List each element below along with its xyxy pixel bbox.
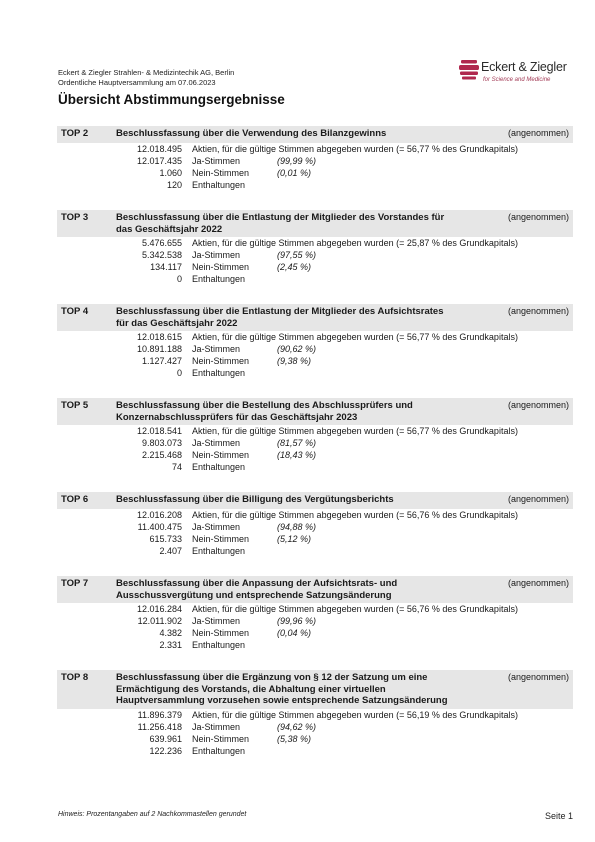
no-votes-row: [57, 533, 573, 545]
valid-votes-text: Aktien, für die gültige Stimmen abgegeben wurden (= 56,77 % des Grundkapitals): [192, 144, 518, 154]
agenda-item-number: TOP 8: [61, 672, 89, 683]
valid-votes-row: [57, 331, 573, 343]
agenda-item-header: [57, 492, 573, 509]
yes-votes-count: 10.891.188: [136, 344, 182, 354]
no-votes-row: [57, 627, 573, 639]
agenda-item: [57, 210, 573, 285]
valid-votes-text: Aktien, für die gültige Stimmen abgegeben wurden (= 56,76 % des Grundkapitals): [192, 510, 518, 520]
agenda-item-title: Beschlussfassung über die Entlastung der Mitglieder des Vorstandes für das Geschäftsjahr 2022: [116, 212, 445, 235]
agenda-item-title: Beschlussfassung über die Bestellung des Abschlussprüfers und Konzernabschlussprüfers für das Geschäftsjahr 2023: [116, 400, 413, 423]
valid-votes-text: Aktien, für die gültige Stimmen abgegeben wurden (= 56,76 % des Grundkapitals): [192, 604, 518, 614]
abstentions-row: [57, 745, 573, 757]
no-votes-percent: (5,38 %): [277, 733, 312, 744]
yes-votes-percent: (99,99 %): [277, 156, 317, 166]
company-logo: [459, 58, 579, 88]
abstentions-row: [57, 179, 573, 191]
yes-votes-label: Ja-Stimmen: [192, 522, 241, 532]
no-votes-count: 1.060: [159, 168, 182, 178]
no-votes-label: Nein-Stimmen: [192, 356, 250, 366]
abstentions-row: [57, 367, 573, 379]
valid-votes-count: 12.016.284: [136, 604, 182, 614]
agenda-item-number: TOP 5: [61, 400, 89, 411]
yes-votes-percent: (94,62 %): [277, 721, 317, 732]
valid-votes-count: 5.476.655: [141, 238, 182, 248]
yes-votes-label: Ja-Stimmen: [192, 250, 241, 260]
abstentions-row: [57, 273, 573, 285]
agenda-item-number: TOP 6: [61, 494, 89, 505]
yes-votes-percent: (94,88 %): [277, 522, 317, 532]
yes-votes-row: [57, 615, 573, 627]
valid-votes-text: Aktien, für die gültige Stimmen abgegeben wurden (= 56,77 % des Grundkapitals): [192, 426, 518, 436]
yes-votes-percent: (97,55 %): [277, 250, 317, 260]
agenda-item: [57, 576, 573, 651]
agenda-item-title: Beschlussfassung über die Billigung des Vergütungsberichts: [116, 494, 394, 505]
agenda-item-title: Beschlussfassung über die Ergänzung von § 12 der Satzung um eine Ermächtigung des Vorstands, die Abhaltung einer virtuellen Hauptversammlung vorzusehen sowie entsprechende Satzungsänderung: [116, 672, 448, 706]
valid-votes-count: 11.896.379: [137, 709, 182, 720]
no-votes-row: [57, 355, 573, 367]
valid-votes-count: 12.016.208: [136, 510, 182, 520]
agenda-item-number: TOP 2: [61, 128, 89, 139]
abstentions-row: [57, 639, 573, 651]
yes-votes-label: Ja-Stimmen: [192, 616, 241, 626]
agenda-item-number: TOP 3: [61, 212, 89, 223]
abstentions-row: [57, 461, 573, 473]
footer-note: Hinweis: Prozentangaben auf 2 Nachkommastellen gerundet: [58, 811, 247, 818]
abstentions-label: Enthaltungen: [192, 640, 246, 650]
agenda-item: [57, 126, 573, 191]
no-votes-count: 2.215.468: [141, 450, 182, 460]
agenda-item-status: (angenommen): [507, 672, 569, 682]
yes-votes-count: 11.400.475: [137, 522, 182, 532]
meeting-date: Ordentliche Hauptversammlung am 07.06.2023: [58, 77, 216, 87]
no-votes-count: 134.117: [150, 262, 182, 272]
agenda-item-header: [57, 304, 573, 331]
yes-votes-percent: (90,62 %): [277, 344, 317, 354]
no-votes-row: [57, 167, 573, 179]
no-votes-label: Nein-Stimmen: [192, 628, 250, 638]
valid-votes-row: [57, 425, 573, 437]
valid-votes-text: Aktien, für die gültige Stimmen abgegeben wurden (= 56,77 % des Grundkapitals): [192, 332, 518, 342]
yes-votes-row: [57, 437, 573, 449]
no-votes-percent: (0,04 %): [277, 628, 312, 638]
yes-votes-label: Ja-Stimmen: [192, 344, 241, 354]
agenda-item-status: (angenommen): [507, 578, 569, 588]
yes-votes-count: 12.011.902: [137, 616, 182, 626]
abstentions-row: [57, 545, 573, 557]
valid-votes-count: 12.018.541: [136, 426, 182, 436]
yes-votes-row: [57, 721, 573, 733]
agenda-item-number: TOP 4: [61, 306, 89, 317]
page-number: Seite 1: [544, 811, 573, 821]
agenda-item-header: [57, 576, 573, 603]
yes-votes-count: 11.256.418: [137, 721, 182, 732]
agenda-item-status: (angenommen): [507, 494, 569, 504]
valid-votes-row: [57, 603, 573, 615]
no-votes-count: 639.961: [149, 733, 182, 744]
logo-mark-icon: [459, 60, 479, 80]
agenda-item: [57, 398, 573, 473]
company-name: Eckert & Ziegler Strahlen- & Medizintechik AG, Berlin: [58, 68, 235, 77]
valid-votes-text: Aktien, für die gültige Stimmen abgegeben wurden (= 56,19 % des Grundkapitals): [192, 709, 518, 720]
agenda-item-title: Beschlussfassung über die Anpassung der Aufsichtsrats- und Ausschussvergütung und entsprechende Satzungsänderung: [116, 578, 398, 601]
valid-votes-row: [57, 143, 573, 155]
valid-votes-row: [57, 709, 573, 721]
no-votes-percent: (2,45 %): [277, 262, 312, 272]
abstentions-label: Enthaltungen: [192, 180, 246, 190]
no-votes-row: [57, 261, 573, 273]
no-votes-percent: (18,43 %): [277, 450, 317, 460]
no-votes-count: 4.382: [159, 628, 182, 638]
yes-votes-row: [57, 155, 573, 167]
abstentions-label: Enthaltungen: [192, 462, 246, 472]
abstentions-count: 74: [171, 462, 182, 472]
no-votes-label: Nein-Stimmen: [192, 262, 250, 272]
valid-votes-row: [57, 237, 573, 249]
agenda-item-number: TOP 7: [61, 578, 89, 589]
valid-votes-row: [57, 509, 573, 521]
document-header: [58, 68, 234, 87]
agenda-items-list: [57, 126, 573, 776]
yes-votes-count: 5.342.538: [141, 250, 182, 260]
valid-votes-count: 12.018.495: [136, 144, 182, 154]
yes-votes-count: 9.803.073: [141, 438, 182, 448]
agenda-item-status: (angenommen): [507, 212, 569, 222]
agenda-item: [57, 670, 573, 757]
agenda-item-status: (angenommen): [507, 306, 569, 316]
no-votes-count: 1.127.427: [141, 356, 182, 366]
yes-votes-row: [57, 343, 573, 355]
no-votes-percent: (9,38 %): [277, 356, 312, 366]
yes-votes-percent: (99,96 %): [277, 616, 317, 626]
no-votes-row: [57, 733, 573, 745]
no-votes-percent: (0,01 %): [277, 168, 312, 178]
abstentions-label: Enthaltungen: [192, 368, 246, 378]
no-votes-percent: (5,12 %): [277, 534, 312, 544]
abstentions-count: 122.236: [149, 745, 182, 756]
no-votes-row: [57, 449, 573, 461]
agenda-item-title: Beschlussfassung über die Verwendung des Bilanzgewinns: [116, 128, 387, 139]
agenda-item: [57, 304, 573, 379]
abstentions-count: 2.407: [159, 546, 182, 556]
yes-votes-row: [57, 249, 573, 261]
abstentions-label: Enthaltungen: [192, 546, 246, 556]
no-votes-label: Nein-Stimmen: [192, 168, 250, 178]
no-votes-label: Nein-Stimmen: [192, 733, 250, 744]
agenda-item-header: [57, 670, 573, 709]
agenda-item-status: (angenommen): [507, 128, 569, 138]
agenda-item: [57, 492, 573, 557]
page-title: Übersicht Abstimmungsergebnisse: [58, 92, 285, 107]
yes-votes-label: Ja-Stimmen: [192, 721, 241, 732]
agenda-item-header: [57, 398, 573, 425]
abstentions-label: Enthaltungen: [192, 274, 246, 284]
no-votes-label: Nein-Stimmen: [192, 450, 250, 460]
logo-tagline: for Science and Medicine: [483, 77, 551, 83]
no-votes-label: Nein-Stimmen: [192, 534, 250, 544]
yes-votes-row: [57, 521, 573, 533]
agenda-item-header: [57, 126, 573, 143]
abstentions-label: Enthaltungen: [192, 745, 246, 756]
yes-votes-label: Ja-Stimmen: [192, 438, 241, 448]
agenda-item-header: [57, 210, 573, 237]
abstentions-count: 0: [176, 368, 182, 378]
yes-votes-percent: (81,57 %): [277, 438, 317, 448]
agenda-item-status: (angenommen): [507, 400, 569, 410]
yes-votes-count: 12.017.435: [136, 156, 182, 166]
no-votes-count: 615.733: [149, 534, 182, 544]
valid-votes-text: Aktien, für die gültige Stimmen abgegeben wurden (= 25,87 % des Grundkapitals): [192, 238, 518, 248]
abstentions-count: 0: [176, 274, 182, 284]
agenda-item-title: Beschlussfassung über die Entlastung der Mitglieder des Aufsichtsrates für das Geschäftsjahr 2022: [116, 306, 444, 329]
abstentions-count: 120: [166, 180, 182, 190]
yes-votes-label: Ja-Stimmen: [192, 156, 241, 166]
valid-votes-count: 12.018.615: [136, 332, 182, 342]
abstentions-count: 2.331: [159, 640, 182, 650]
logo-name: Eckert & Ziegler: [481, 60, 567, 74]
